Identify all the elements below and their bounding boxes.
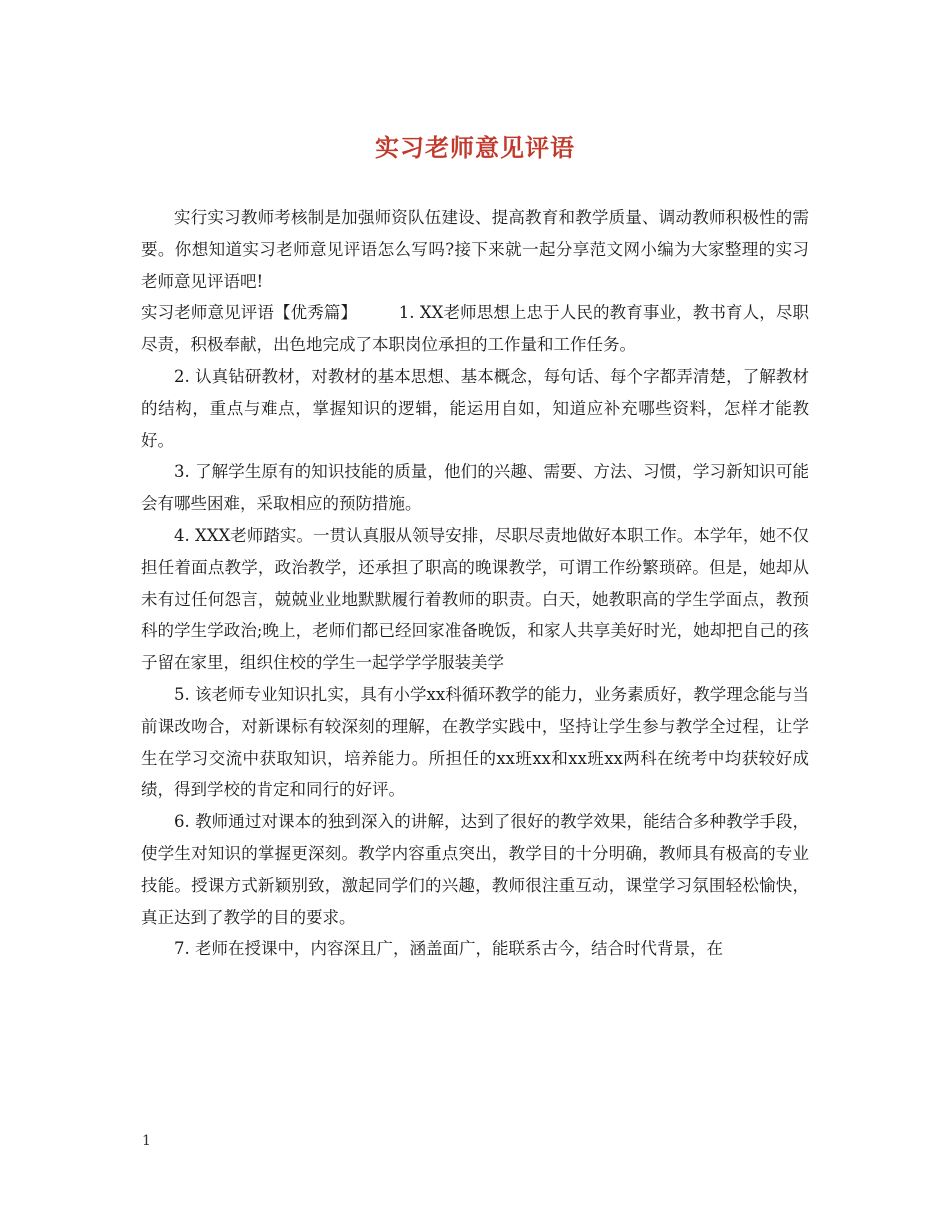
list-item-4: 4. XXX老师踏实。一贯认真服从领导安排，尽职尽责地做好本职工作。本学年，她不仅担任着面点教学，政治教学，还承担了职高的晚课教学，可谓工作纷繁琐碎。但是，她却从未有过任何怨言，兢兢业业地默默履行着教师的职责。白天，她教职高的学生学面点，教预科的学生学政治;晚上，老师们都已经回家准备晚饭，和家人共享美好时光，她却把自己的孩子留在家里，组织住校的学生一起学学学服装美学 bbox=[141, 525, 809, 673]
page-number: 1 bbox=[142, 1133, 151, 1149]
intro-paragraph: 实行实习教师考核制是加强师资队伍建设、提高教育和教学质量、调动教师积极性的需要。你想知道实习老师意见评语怎么写吗?接下来就一起分享范文网小编为大家整理的实习老师意见评语吧! bbox=[141, 208, 809, 291]
document-body bbox=[141, 202, 809, 965]
list-item-5: 5. 该老师专业知识扎实，具有小学xx科循环教学的能力，业务素质好，教学理念能与当前课改吻合，对新课标有较深刻的理解，在教学实践中，坚持让学生参与教学全过程，让学生在学习交流中获取知识，培养能力。所担任的xx班xx和xx班xx两科在统考中均获较好成绩，得到学校的肯定和同行的好评。 bbox=[141, 684, 809, 800]
section-heading-paragraph bbox=[141, 297, 809, 361]
page-title: 实习老师意见评语 bbox=[375, 133, 575, 162]
list-item-2: 2. 认真钻研教材，对教材的基本思想、基本概念，每句话、每个字都弄清楚，了解教材的结构，重点与难点，掌握知识的逻辑，能运用自如，知道应补充哪些资料，怎样才能教好。 bbox=[141, 366, 809, 450]
list-item-1: 1. XX老师思想上忠于人民的教育事业，教书育人，尽职尽责，积极奉献，出色地完成了本职岗位承担的工作量和工作任务。 bbox=[141, 303, 810, 355]
section-heading: 实习老师意见评语【优秀篇】 bbox=[141, 303, 349, 323]
list-item-3: 3. 了解学生原有的知识技能的质量，他们的兴趣、需要、方法、习惯，学习新知识可能会有哪些困难，采取相应的预防措施。 bbox=[141, 462, 809, 514]
list-item-7: 7. 老师在授课中，内容深且广，涵盖面广，能联系古今，结合时代背景，在 bbox=[174, 939, 723, 959]
list-item-6: 6. 教师通过对课本的独到深入的讲解，达到了很好的教学效果，能结合多种教学手段，使学生对知识的掌握更深刻。教学内容重点突出，教学目的十分明确，教师具有极高的专业技能。授课方式新颖别致，激起同学们的兴趣，教师很注重互动，课堂学习氛围轻松愉快，真正达到了教学的目的要求。 bbox=[141, 812, 809, 927]
